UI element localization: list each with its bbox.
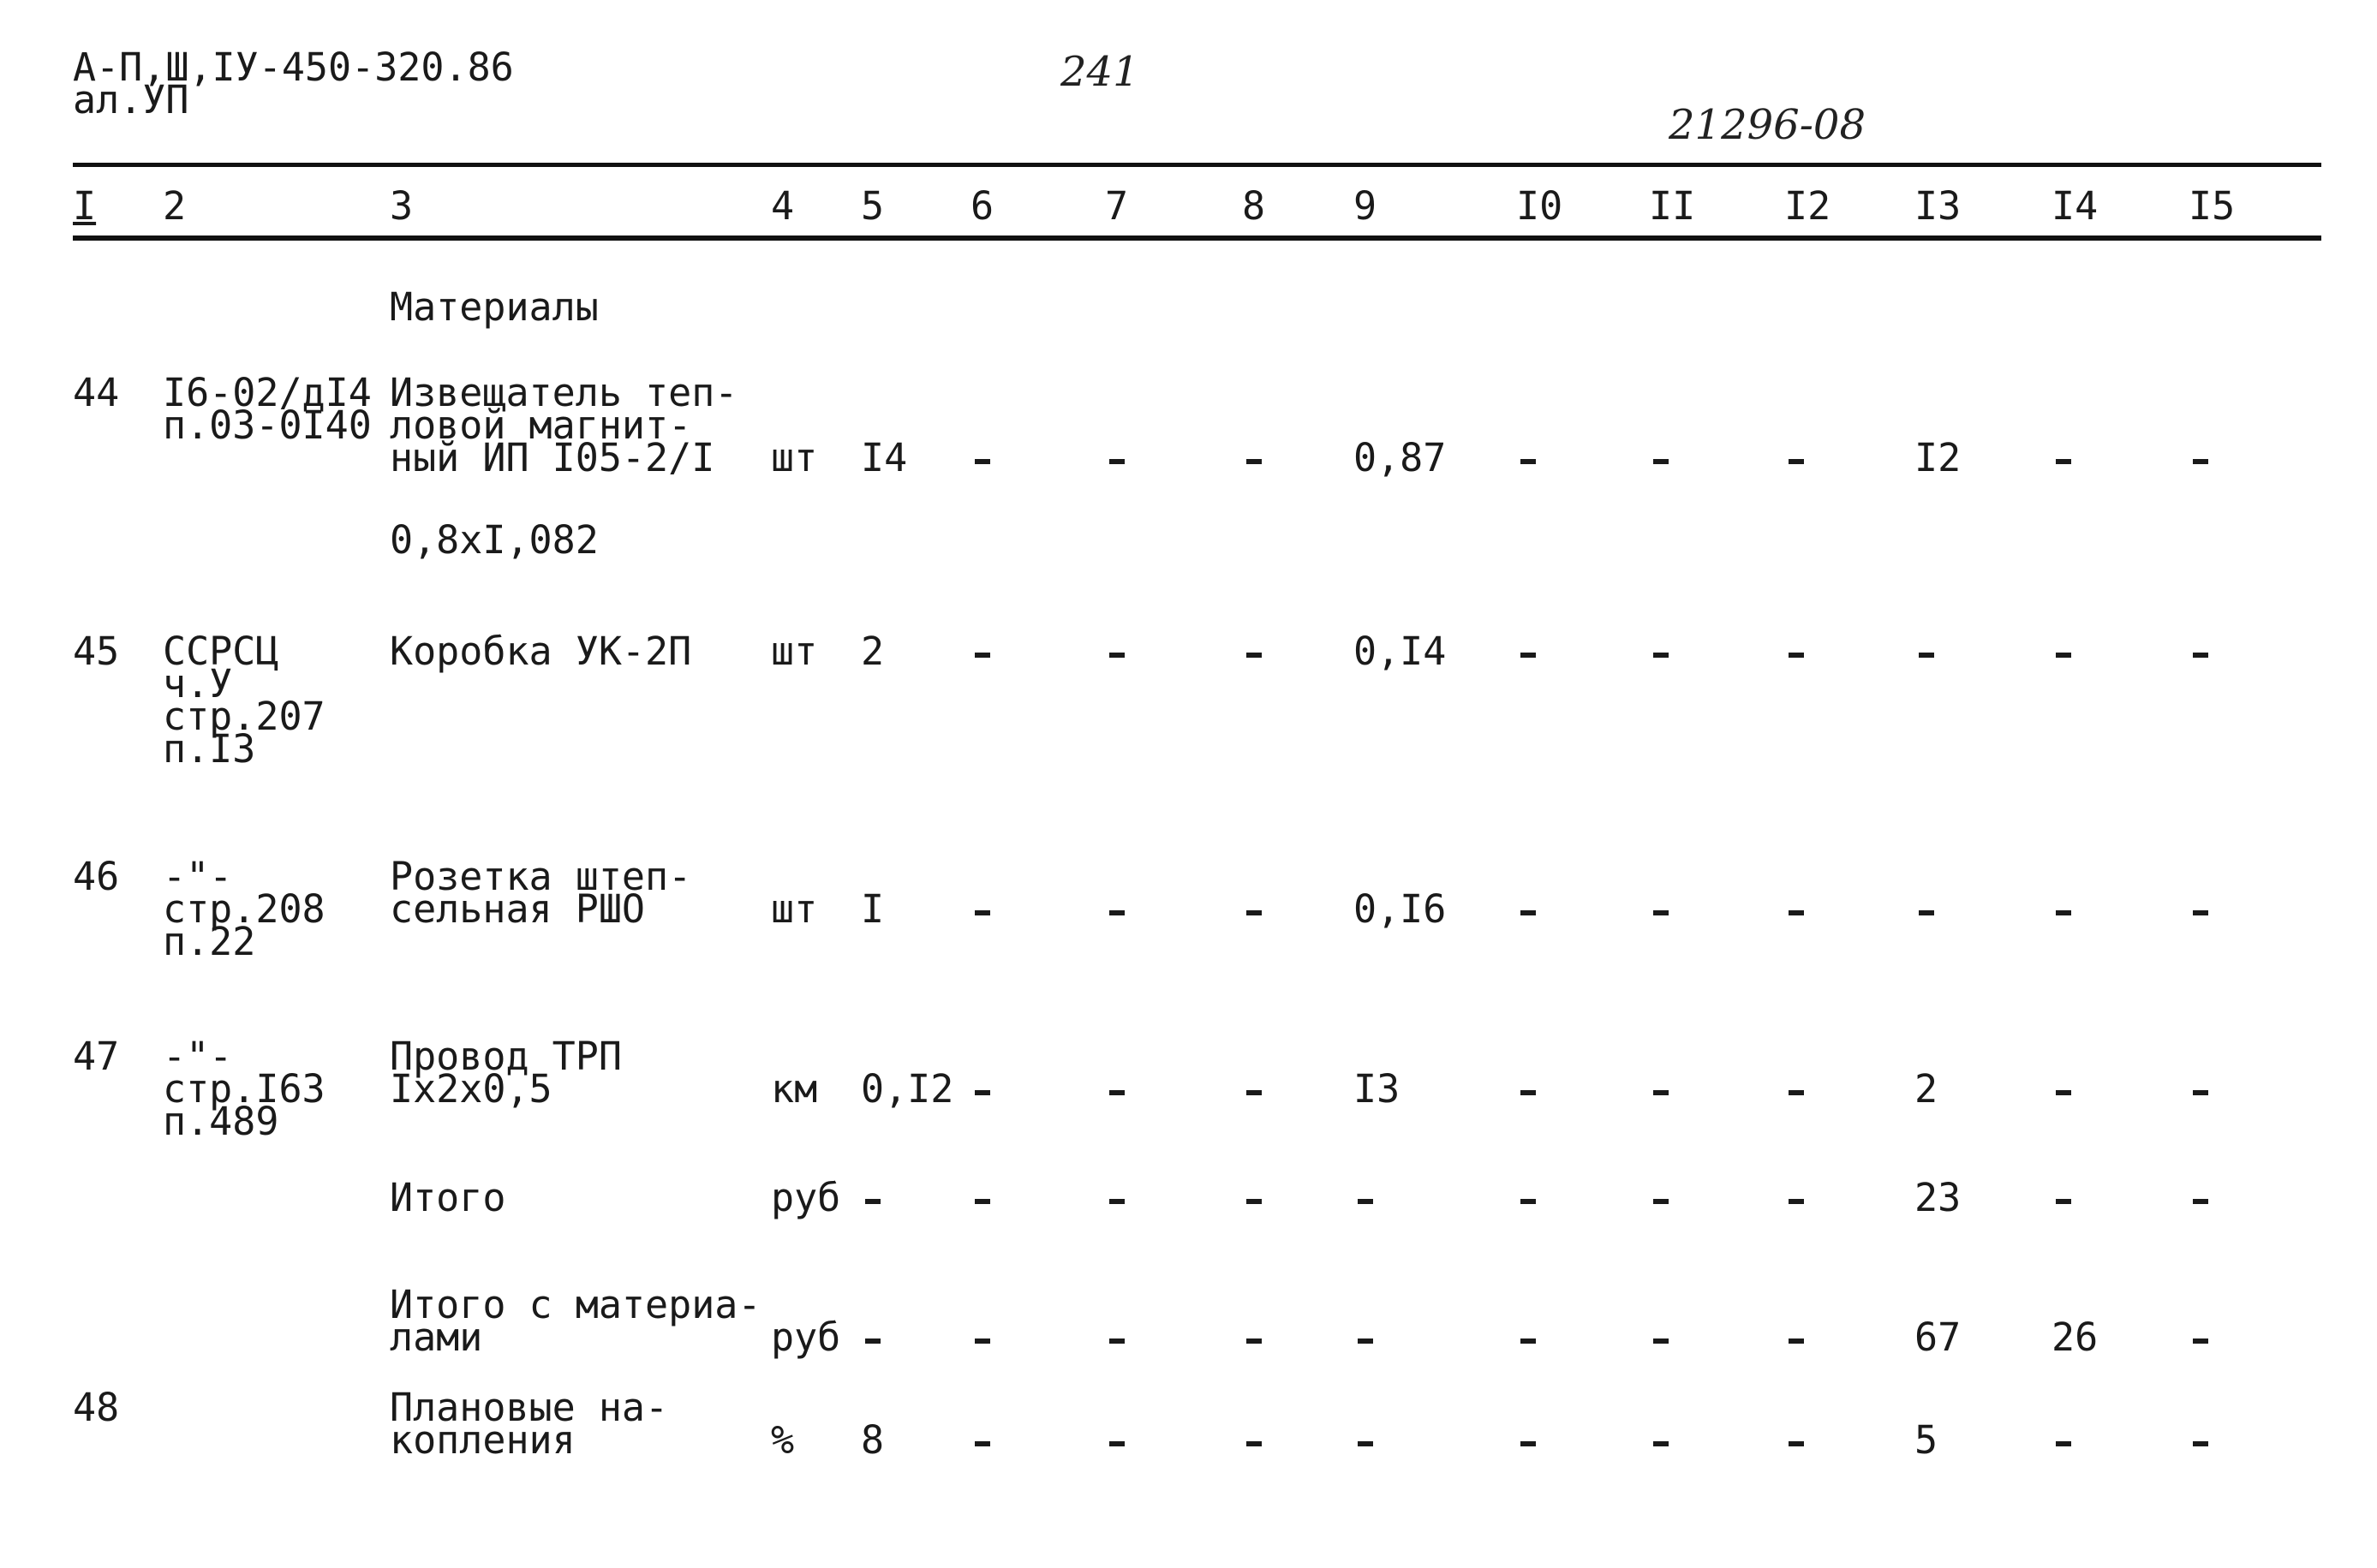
- unit: км: [771, 1066, 818, 1112]
- dash-mark: [1653, 653, 1669, 658]
- dash-mark: [1653, 1199, 1669, 1204]
- column-header-5: 5: [861, 183, 885, 229]
- dash-mark: [1520, 910, 1536, 915]
- value-col-5: 2: [861, 629, 885, 674]
- dash-mark: [2193, 1338, 2208, 1344]
- dash-mark: [1358, 1441, 1373, 1446]
- dash-mark: [1789, 1090, 1804, 1095]
- dash-mark: [975, 1441, 990, 1446]
- dash-mark: [1520, 459, 1536, 464]
- dash-mark: [1520, 1090, 1536, 1095]
- rate-reference: ССРСЦ: [163, 629, 279, 674]
- value-col-14: 26: [2052, 1315, 2099, 1360]
- item-name: Итого: [390, 1175, 506, 1220]
- dash-mark: [2056, 653, 2071, 658]
- unit: %: [771, 1417, 795, 1463]
- dash-mark: [1109, 1090, 1125, 1095]
- column-header-13: I3: [1914, 183, 1962, 229]
- unit: руб: [771, 1315, 841, 1360]
- item-name: Провод ТРП: [390, 1034, 622, 1079]
- item-name: 0,8xI,082: [390, 517, 599, 563]
- dash-mark: [1109, 459, 1125, 464]
- item-name: Ix2x0,5: [390, 1066, 552, 1112]
- dash-mark: [2193, 459, 2208, 464]
- item-name: лами: [390, 1315, 483, 1360]
- item-name: Итого с материа-: [390, 1282, 761, 1327]
- column-header-14: I4: [2052, 183, 2099, 229]
- unit: шт: [771, 435, 818, 480]
- row-number: 45: [73, 629, 120, 674]
- rate-reference: ч.У: [163, 661, 233, 706]
- column-header-9: 9: [1353, 183, 1377, 229]
- value-col-9: I3: [1353, 1066, 1401, 1112]
- dash-mark: [1109, 1441, 1125, 1446]
- dash-mark: [1520, 653, 1536, 658]
- rate-reference: стр.208: [163, 886, 325, 932]
- value-col-13: 5: [1914, 1417, 1938, 1463]
- rate-reference: -"-: [163, 1034, 233, 1079]
- dash-mark: [1520, 1338, 1536, 1344]
- value-col-5: I: [861, 886, 885, 932]
- dash-mark: [865, 1199, 881, 1204]
- header-bottom-rule: [73, 235, 2321, 241]
- column-header-7: 7: [1105, 183, 1129, 229]
- dash-mark: [1653, 1441, 1669, 1446]
- dash-mark: [1789, 459, 1804, 464]
- rate-reference: -"-: [163, 854, 233, 899]
- item-name: сельная РШО: [390, 886, 646, 932]
- column-header-1: I: [73, 183, 97, 229]
- value-col-9: 0,I4: [1353, 629, 1447, 674]
- dash-mark: [1246, 653, 1262, 658]
- unit: руб: [771, 1175, 841, 1220]
- dash-mark: [1653, 1090, 1669, 1095]
- rate-reference: п.22: [163, 919, 256, 964]
- section-title: Материалы: [390, 284, 599, 330]
- dash-mark: [1358, 1199, 1373, 1204]
- dash-mark: [1109, 910, 1125, 915]
- dash-mark: [2193, 653, 2208, 658]
- dash-mark: [2056, 1199, 2071, 1204]
- unit: шт: [771, 629, 818, 674]
- dash-mark: [1520, 1199, 1536, 1204]
- dash-mark: [1789, 653, 1804, 658]
- value-col-13: 23: [1914, 1175, 1962, 1220]
- dash-mark: [1358, 1338, 1373, 1344]
- rate-reference: п.I3: [163, 726, 256, 772]
- dash-mark: [1653, 459, 1669, 464]
- page-number: 241: [1060, 48, 1139, 96]
- dash-mark: [1653, 1338, 1669, 1344]
- column-header-2: 2: [163, 183, 187, 229]
- rate-reference: стр.I63: [163, 1066, 325, 1112]
- row-number: 48: [73, 1385, 120, 1430]
- dash-mark: [2056, 1090, 2071, 1095]
- dash-mark: [1789, 1338, 1804, 1344]
- column-header-15: I5: [2189, 183, 2236, 229]
- dash-mark: [2056, 910, 2071, 915]
- dash-mark: [1246, 910, 1262, 915]
- dash-mark: [2193, 1090, 2208, 1095]
- dash-mark: [1246, 459, 1262, 464]
- dash-mark: [975, 1090, 990, 1095]
- dash-mark: [1246, 1199, 1262, 1204]
- dash-mark: [1109, 1199, 1125, 1204]
- dash-mark: [1919, 653, 1934, 658]
- value-col-5: I4: [861, 435, 908, 480]
- row-number: 46: [73, 854, 120, 899]
- dash-mark: [975, 1199, 990, 1204]
- item-name: ловой магнит-: [390, 402, 692, 448]
- archive-number: 21296-08: [1669, 101, 1866, 149]
- value-col-13: 67: [1914, 1315, 1962, 1360]
- dash-mark: [2056, 459, 2071, 464]
- dash-mark: [2193, 1199, 2208, 1204]
- dash-mark: [975, 459, 990, 464]
- value-col-5: 8: [861, 1417, 885, 1463]
- column-header-3: 3: [390, 183, 414, 229]
- dash-mark: [2056, 1441, 2071, 1446]
- header-top-rule: [73, 163, 2321, 167]
- dash-mark: [1246, 1338, 1262, 1344]
- dash-mark: [975, 1338, 990, 1344]
- item-name: Плановые на-: [390, 1385, 669, 1430]
- dash-mark: [2193, 910, 2208, 915]
- item-name: копления: [390, 1417, 576, 1463]
- dash-mark: [1109, 653, 1125, 658]
- dash-mark: [975, 910, 990, 915]
- doc-code-line2: ал.УП: [73, 77, 189, 122]
- value-col-9: 0,87: [1353, 435, 1447, 480]
- dash-mark: [1246, 1441, 1262, 1446]
- column-header-11: II: [1649, 183, 1696, 229]
- column-header-10: I0: [1516, 183, 1563, 229]
- value-col-13: I2: [1914, 435, 1962, 480]
- rate-reference: I6-02/дI4: [163, 370, 372, 415]
- dash-mark: [1520, 1441, 1536, 1446]
- column-header-4: 4: [771, 183, 795, 229]
- column-header-8: 8: [1242, 183, 1266, 229]
- dash-mark: [1653, 910, 1669, 915]
- rate-reference: стр.207: [163, 694, 325, 739]
- dash-mark: [1789, 1441, 1804, 1446]
- row-number: 47: [73, 1034, 120, 1079]
- column-header-12: I2: [1784, 183, 1831, 229]
- row-number: 44: [73, 370, 120, 415]
- item-name: Извещатель теп-: [390, 370, 738, 415]
- value-col-5: 0,I2: [861, 1066, 954, 1112]
- value-col-9: 0,I6: [1353, 886, 1447, 932]
- dash-mark: [865, 1338, 881, 1344]
- dash-mark: [1919, 910, 1934, 915]
- dash-mark: [1246, 1090, 1262, 1095]
- item-name: Розетка штеп-: [390, 854, 692, 899]
- column-header-6: 6: [971, 183, 994, 229]
- dash-mark: [2193, 1441, 2208, 1446]
- item-name: ный ИП I05-2/I: [390, 435, 715, 480]
- dash-mark: [975, 653, 990, 658]
- unit: шт: [771, 886, 818, 932]
- doc-code-line1: А-П,Ш,IУ-450-320.86: [73, 45, 514, 90]
- value-col-13: 2: [1914, 1066, 1938, 1112]
- rate-reference: п.03-0I40: [163, 402, 372, 448]
- item-name: Коробка УК-2П: [390, 629, 692, 674]
- dash-mark: [1789, 910, 1804, 915]
- rate-reference: п.489: [163, 1099, 279, 1144]
- dash-mark: [1109, 1338, 1125, 1344]
- dash-mark: [1789, 1199, 1804, 1204]
